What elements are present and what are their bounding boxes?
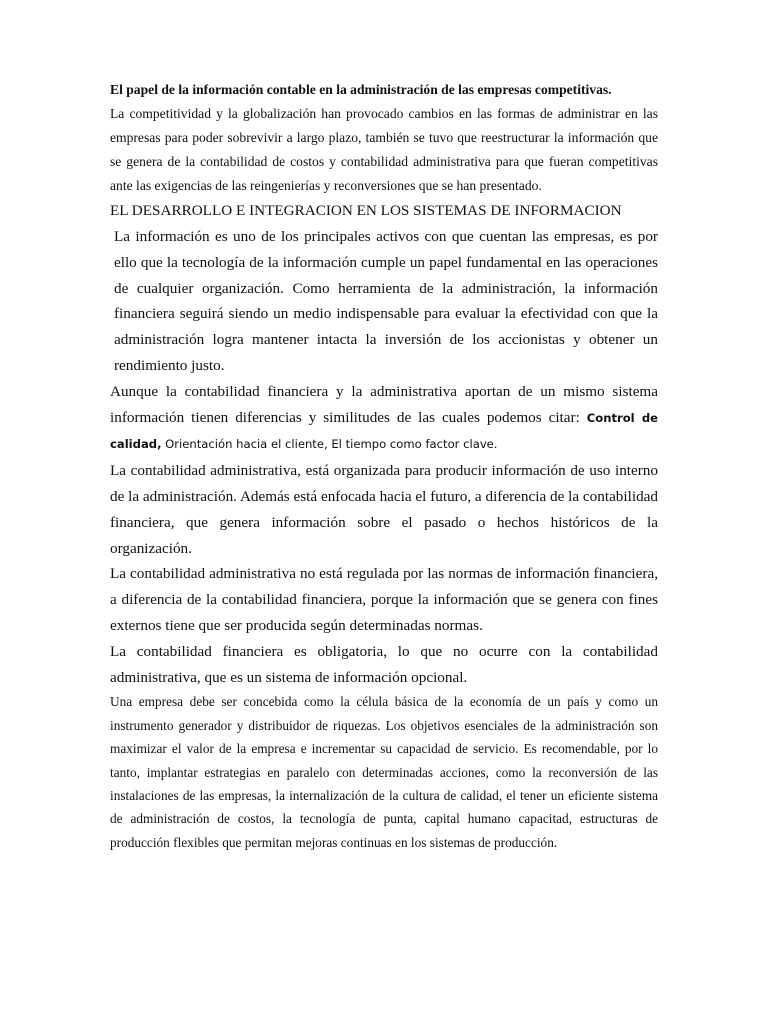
section-heading: EL DESARROLLO E INTEGRACION EN LOS SISTEMAS DE INFORMACION bbox=[110, 202, 622, 219]
document-page bbox=[110, 78, 658, 854]
paragraph-regulation: La contabilidad administrativa no está regulada por las normas de información financiera, a diferencia de la contabilidad financiera, porque la información que se genera con fines externos tiene que ser producida según determinadas normas. bbox=[110, 565, 658, 634]
paragraph-information-assets: La información es uno de los principales activos con que cuentan las empresas, es por ello que la tecnología de la información cumple un papel fundamental en las operaciones de cualquier organización. Como herramienta de la administración, la información financiera seguirá siendo un medio indispensable para evaluar la efectividad con que la administración logra mantener intacta la inversión de los accionistas y obtener un rendimiento justo. bbox=[114, 228, 658, 374]
paragraph-differences-text: Aunque la contabilidad financiera y la administrativa aportan de un mismo sistema información tienen diferencias y similitudes de las cuales podemos citar: bbox=[110, 382, 658, 426]
paragraph-differences bbox=[110, 379, 658, 458]
paragraph-company-concept: Una empresa debe ser concebida como la célula básica de la economía de un país y como un instrumento generador y distribuidor de riquezas. Los objetivos esenciales de la administración son maximizar el valor de la empresa e incrementar su capacidad de servicio. Es recomendable, por lo tanto, implantar estrategias en paralelo con determinadas acciones, como la reconversión de las instalaciones de las empresas, la internalización de la cultura de calidad, el tener un eficiente sistema de administración de costos, la tecnología de punta, capital humano capacitad, estructuras de producción flexibles que permitan mejoras continuas en los sistemas de producción. bbox=[110, 694, 658, 850]
paragraph-differences-bold: Control de calidad, bbox=[110, 410, 658, 452]
paragraph-administrative-accounting: La contabilidad administrativa, está organizada para producir información de uso interno de la administración. Además está enfocada hacia el futuro, a diferencia de la contabilidad financiera, que genera información sobre el pasado o hechos históricos de la organización. bbox=[110, 462, 658, 557]
document-title: El papel de la información contable en la administración de las empresas competitivas. bbox=[110, 82, 612, 97]
paragraph-obligatory: La contabilidad financiera es obligatoria, lo que no ocurre con la contabilidad administrativa, que es un sistema de información opcional. bbox=[110, 642, 658, 686]
paragraph-differences-tail: Orientación hacia el cliente, El tiempo como factor clave. bbox=[161, 437, 498, 452]
intro-paragraph: La competitividad y la globalización han provocado cambios en las formas de administrar en las empresas para poder sobrevivir a largo plazo, también se tuvo que reestructurar la información que se genera de la contabilidad de costos y contabilidad administrativa para que fueran competitivas ante las exigencias de las reingenierías y reconversiones que se han presentado. bbox=[110, 106, 658, 193]
